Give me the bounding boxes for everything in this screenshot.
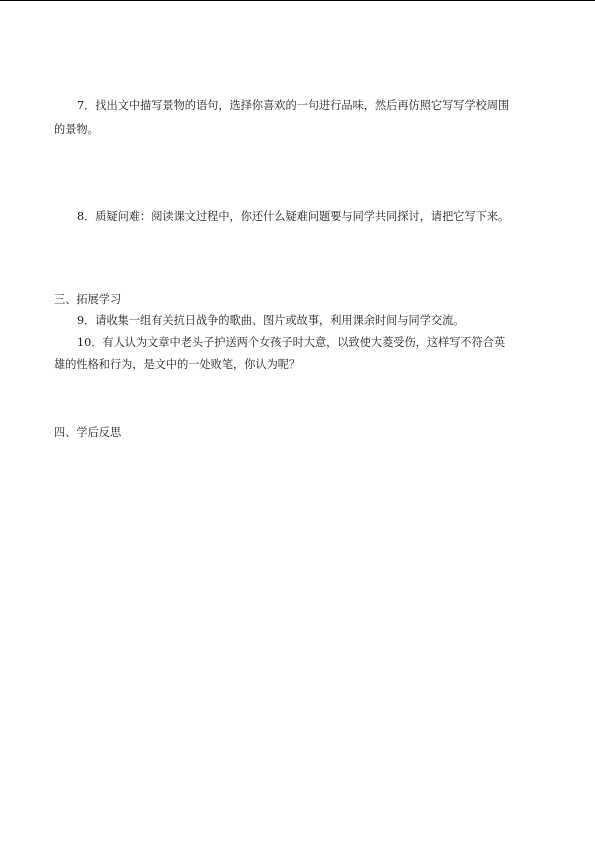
section-heading-extension: 三、拓展学习: [54, 293, 122, 306]
question-10-line-1: 10．有人认为文章中老头子护送两个女孩子时大意，以致使大菱受伤，这样写不符合英: [77, 336, 506, 349]
top-rule: [0, 0, 595, 1]
question-10-line-2: 雄的性格和行为，是文中的一处败笔，你认为呢？: [54, 358, 301, 371]
question-9: 9．请收集一组有关抗日战争的歌曲、图片或故事，利用课余时间与同学交流。: [77, 314, 465, 327]
section-heading-reflection: 四、学后反思: [54, 426, 122, 439]
question-7-line-2: 的景物。: [54, 123, 99, 136]
question-7-line-1: 7．找出文中描写景物的语句，选择你喜欢的一句进行品味，然后再仿照它写写学校周围: [77, 99, 510, 112]
question-8: 8．质疑问难：阅读课文过程中，你还什么疑难问题要与同学共同探讨，请把它写下来。: [77, 210, 510, 223]
